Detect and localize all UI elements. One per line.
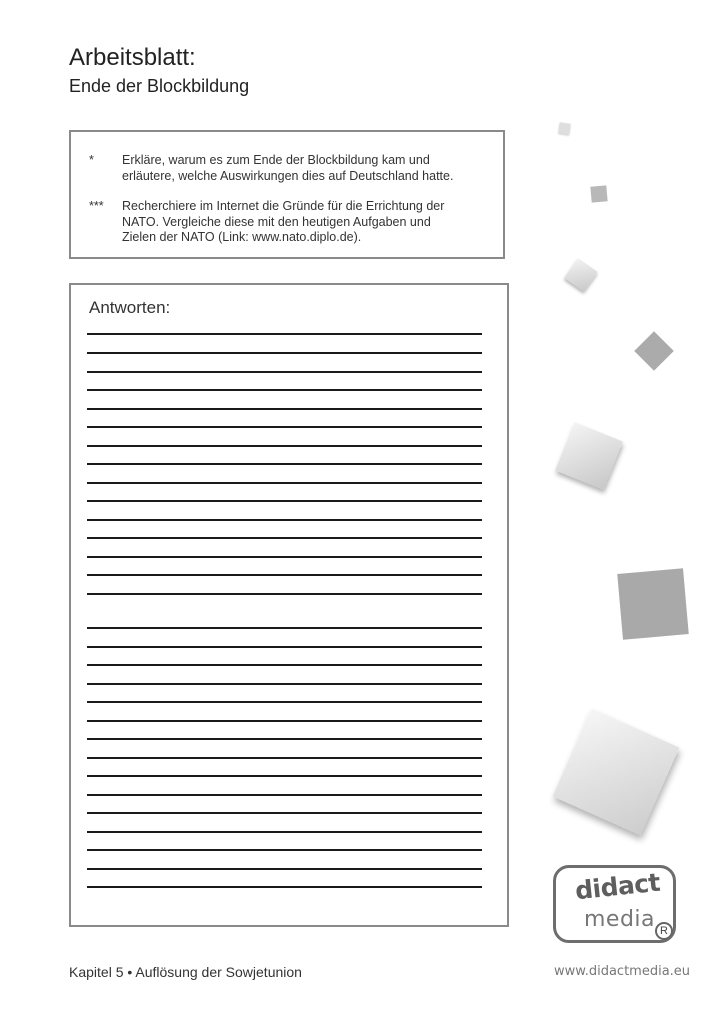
writing-line: [87, 445, 482, 447]
difficulty-marker: ***: [89, 199, 104, 213]
decorative-square: [634, 331, 674, 371]
task-text-line: Zielen der NATO (Link: www.nato.diplo.de).: [122, 230, 362, 244]
logo-text-top: didact: [573, 867, 662, 906]
decorative-square: [555, 422, 623, 490]
decorative-square: [564, 258, 597, 291]
task-text: [122, 153, 492, 184]
writing-line: [87, 738, 482, 740]
footer-chapter: Kapitel 5 • Auflösung der Sowjetunion: [69, 964, 302, 980]
writing-line: [87, 463, 482, 465]
writing-line: [87, 627, 482, 629]
page-subtitle: Ende der Blockbildung: [69, 76, 250, 96]
decorative-square: [553, 709, 680, 836]
logo-text-bottom: media: [584, 907, 656, 932]
footer-website: www.didactmedia.eu: [554, 964, 691, 979]
decorative-square: [558, 122, 570, 134]
registered-icon: R: [655, 922, 673, 940]
writing-line: [87, 757, 482, 759]
writing-line: [87, 333, 482, 335]
writing-line: [87, 352, 482, 354]
writing-line: [87, 886, 482, 888]
writing-line: [87, 556, 482, 558]
writing-line: [87, 664, 482, 666]
writing-line: [87, 574, 482, 576]
writing-line: [87, 646, 482, 648]
decorative-square: [617, 568, 689, 640]
writing-line: [87, 683, 482, 685]
writing-line: [87, 812, 482, 814]
writing-line: [87, 519, 482, 521]
writing-line: [87, 482, 482, 484]
task-text-line: NATO. Vergleiche diese mit den heutigen Aufgaben und: [122, 214, 431, 229]
writing-line: [87, 775, 482, 777]
decorative-square: [590, 185, 607, 202]
writing-line: [87, 868, 482, 870]
writing-line: [87, 831, 482, 833]
writing-line: [87, 408, 482, 410]
didact-media-logo: [553, 865, 676, 943]
task-text-line: Recherchiere im Internet die Gründe für die Errichtung der: [122, 199, 445, 213]
writing-line: [87, 426, 482, 428]
writing-line: [87, 794, 482, 796]
task-text-line: Erkläre, warum es zum Ende der Blockbildung kam und: [122, 153, 430, 167]
page-title: Arbeitsblatt:: [69, 44, 196, 71]
writing-line: [87, 537, 482, 539]
answer-label: Antworten:: [89, 298, 171, 317]
writing-line: [87, 701, 482, 703]
writing-line: [87, 720, 482, 722]
writing-line: [87, 500, 482, 502]
writing-line: [87, 593, 482, 595]
task-text-line: erläutere, welche Auswirkungen dies auf Deutschland hatte.: [122, 168, 454, 183]
writing-line: [87, 389, 482, 391]
task-text: [122, 199, 492, 246]
writing-line: [87, 849, 482, 851]
task-box: [69, 130, 505, 259]
difficulty-marker: *: [89, 153, 94, 167]
writing-line: [87, 371, 482, 373]
answer-box: [69, 283, 509, 927]
